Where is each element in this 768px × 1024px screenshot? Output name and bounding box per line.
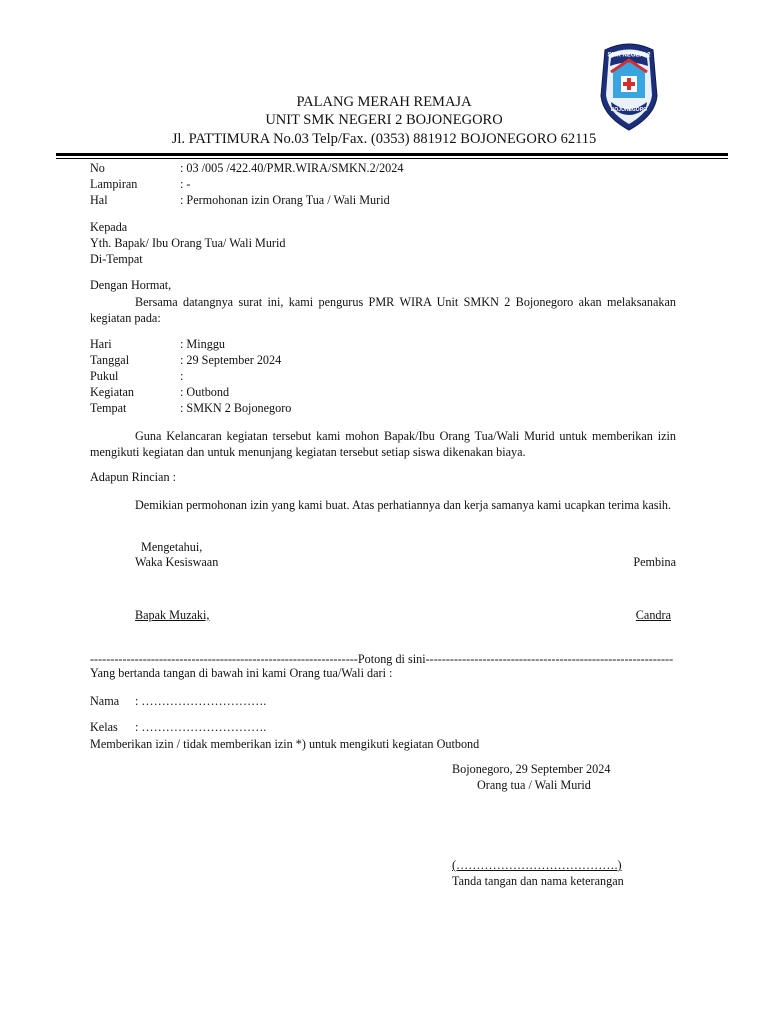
meta-no-value: : 03 /005 /422.40/PMR.WIRA/SMKN.2/2024 [180,161,404,175]
detail-hari-value: : Minggu [180,337,226,351]
slip-kelas-label: Kelas [90,720,118,734]
slip-kelas-field: : …………………………. [135,720,267,734]
slip-nama-field: : …………………………. [135,694,267,708]
slip-permission-statement: Memberikan izin / tidak memberikan izin *) untuk mengikuti kegiatan Outbond [90,737,480,751]
meta-no-label: No [90,161,105,175]
header-unit-name: UNIT SMK NEGERI 2 BOJONEGORO [265,112,503,128]
detail-tempat-label: Tempat [90,401,127,415]
cut-line: ------------------------------------------------------------------Potong di sini------------------------------------------------------------- [90,652,674,666]
rincian-label: Adapun Rincian : [90,470,176,484]
header-org-name: PALANG MERAH REMAJA [296,94,472,110]
header-divider-thin [56,158,728,159]
meta-hal-label: Hal [90,193,108,207]
header-address: Jl. PATTIMURA No.03 Telp/Fax. (0353) 881912 BOJONEGORO 62115 [171,131,597,147]
mengetahui-label: Mengetahui, [141,540,203,554]
slip-intro: Yang bertanda tangan di bawah ini kami Orang tua/Wali dari : [90,666,393,680]
signer-left-title: Waka Kesiswaan [135,555,219,569]
meta-hal-value: : Permohonan izin Orang Tua / Wali Murid [180,193,390,207]
slip-nama-label: Nama [90,694,120,708]
purpose-paragraph: Guna Kelancaran kegiatan tersebut kami mohon Bapak/Ibu Orang Tua/Wali Murid untuk memberikan izin mengikuti kegiatan dan untuk menunjang kegiatan tersebut setiap siswa dikenakan biaya. [90,429,676,460]
logo-bottom-text: BOJONEGORO [610,107,648,113]
detail-tanggal-label: Tanggal [90,353,130,367]
detail-hari-label: Hari [90,337,112,351]
slip-signature-line: (………………………………….) [452,858,622,872]
detail-tempat-value: : SMKN 2 Bojonegoro [180,401,292,415]
signer-right-name: Candra [635,608,671,622]
meta-lampiran-label: Lampiran [90,177,138,191]
greeting: Dengan Hormat, [90,278,172,292]
detail-kegiatan-label: Kegiatan [90,385,134,399]
detail-pukul-label: Pukul [90,369,119,383]
detail-pukul-value: : [180,369,184,383]
header-divider-thick [56,153,728,156]
logo-top-text: SMK NEGERI 2 [607,52,651,59]
detail-kegiatan-value: : Outbond [180,385,230,399]
meta-lampiran-value: : - [180,177,191,191]
recipient-kepada: Kepada [90,220,128,234]
slip-signer-title: Orang tua / Wali Murid [477,778,591,792]
detail-tanggal-value: : 29 September 2024 [180,353,282,367]
slip-signature-caption: Tanda tangan dan nama keterangan [452,874,624,888]
closing-paragraph: Demikian permohonan izin yang kami buat. Atas perhatiannya dan kerja samanya kami ucapkan terima kasih. [135,498,672,512]
signer-left-name: Bapak Muzaki, [135,608,210,622]
slip-place-date: Bojonegoro, 29 September 2024 [452,762,611,776]
signer-right-title: Pembina [633,555,676,569]
intro-paragraph: Bersama datangnya surat ini, kami pengurus PMR WIRA Unit SMKN 2 Bojonegoro akan melaksanakan kegiatan pada: [90,295,676,326]
recipient-name: Yth. Bapak/ Ibu Orang Tua/ Wali Murid [90,236,286,250]
recipient-place: Di-Tempat [90,252,143,266]
